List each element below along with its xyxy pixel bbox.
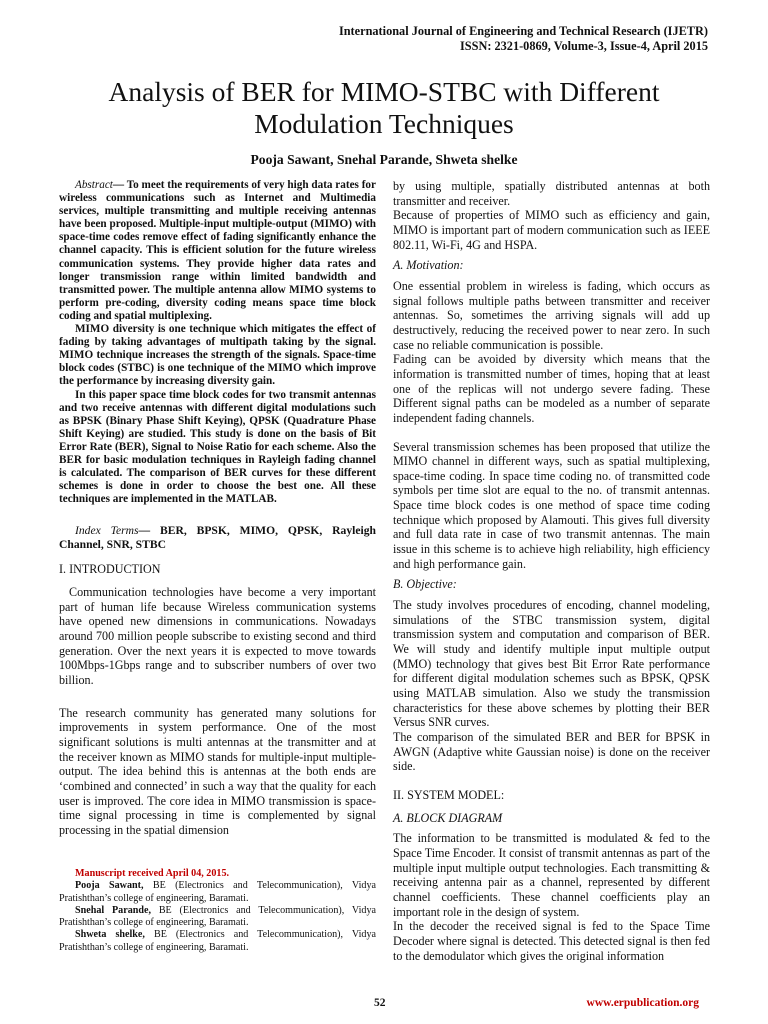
abstract-paragraph-1 xyxy=(59,179,376,323)
footnote xyxy=(59,868,376,954)
page-number: 52 xyxy=(374,997,386,1009)
intro-paragraph-2: The research community has generated many solutions for improvements in system performance. One of the most significant solutions is multi antennas at the transmitter and at the receiver known as MIMO stands for multiple-input multiple-output. The idea behind this is antennas at the both ends are ‘combined and connected’ in such a way that the quality for each user is improved. The core idea in MIMO transmission is space-time signal processing in time is complemented by signal processing in the spatial dimension xyxy=(59,705,376,837)
affiliation-name-2: Snehal Parande, xyxy=(75,904,151,916)
author-affiliation-2 xyxy=(59,905,376,930)
affiliation-text-3: BE (Electronics and Telecommunication), Vidya Pratishthan’s college of engineering, Baramati. xyxy=(59,929,376,953)
block-diagram-paragraph-2: In the decoder the received signal is fed to the Space Time Decoder where signal is detected. This detected signal is then fed to the demodulator which gives the original information xyxy=(393,919,710,963)
objective-paragraph-2: The comparison of the simulated BER and BER for BPSK in AWGN (Adaptive white Gaussian noise) is done on the receiver side. xyxy=(393,729,710,774)
motivation-paragraph-3: Several transmission schemes has been proposed that utilize the MIMO channel in different ways, such as spatial multiplexing, space-time coding. In space time coding no. of transmitted code symbols per time slot are equal to the no. of transmit antennas. Space time block codes is one method of space time coding technique which proposed by Alamouti. This gives full diversity and full data rate in case of two transmit antennas. The main issue in this scheme is to achieve high reliability, high efficiency and high performance gain. xyxy=(393,439,710,571)
journal-header xyxy=(339,24,708,54)
affiliation-name-1: Pooja Sawant, xyxy=(75,880,144,892)
journal-name: International Journal of Engineering and Technical Research (IJETR) xyxy=(338,24,708,38)
subsection-motivation: A. Motivation: xyxy=(393,258,464,273)
author-affiliation-1 xyxy=(59,880,376,905)
title-line-2: Modulation Techniques xyxy=(254,108,514,139)
right-column xyxy=(393,179,710,963)
index-terms-text: — BER, BPSK, MIMO, QPSK, Rayleigh Channel, SNR, STBC xyxy=(59,524,376,552)
journal-issn: ISSN: 2321-0869, Volume-3, Issue-4, April 2015 xyxy=(459,39,708,53)
right-paragraph-2: Because of properties of MIMO such as efficiency and gain, MIMO is important part of modern communication such as IEEE 802.11, Wi-Fi, 4G and HSPA. xyxy=(393,208,710,252)
subsection-block-diagram: A. BLOCK DIAGRAM xyxy=(393,810,503,825)
abstract xyxy=(59,179,376,506)
subsection-objective: B. Objective: xyxy=(393,577,457,592)
motivation-paragraph-1: One essential problem in wireless is fading, which occurs as signal follows multiple paths between transmitter and receiver antennas. So, sometimes the arriving signals will add up destructively, reducing the received power to near zero. In such case no reliable communication is possible. xyxy=(393,278,710,352)
motivation-paragraph-2: Fading can be avoided by diversity which means that the information is transmitted number of times, hoping that at least one of the replicas will not undergo severe fading. These Different signal paths can be modeled as a number of separate independent fading channels. xyxy=(393,352,710,425)
right-paragraph-1: by using multiple, spatially distributed antennas at both transmitter and receiver. xyxy=(393,179,710,208)
affiliation-text-2: BE (Electronics and Telecommunication), Vidya Pratishthan’s college of engineering, Baramati. xyxy=(59,904,376,929)
paper-title xyxy=(40,76,728,140)
abstract-text-1: — To meet the requirements of very high data rates for wireless communications such as Internet and Multimedia services, multiple transmitting and multiple receiving antennas have been proposed. Multiple-input multiple-output (MIMO) with space-time codes remove effect of fading significantly enhance the channel capacity. This is efficient solution for the future wireless communication systems. They provide higher data rates and longer transmission range within limited bandwidth and transmitted power. The multiple antenna allow MIMO systems to perform pre-coding, diversity coding means space time block coding and spatial multiplexing. xyxy=(59,179,376,322)
section-1-heading: I. INTRODUCTION xyxy=(59,562,161,577)
abstract-label: Abstract xyxy=(75,179,113,191)
intro-paragraph-1: Communication technologies have become a very important part of human life because Wireless communication systems have opened new dimensions in communications. Nowadays around 700 million people subscribe to existing second and third generation. Over the next years it is expected to move towards 100Mbps-1Gbps range and to subscriber numbers of over two billion. xyxy=(59,585,376,687)
block-diagram-paragraph-1: The information to be transmitted is modulated & fed to the Space Time Encoder. It consist of transmit antennas as part of the multiple input multiple output technologies. Each transmitting & receiving antenna pair as a channel, represented by different channel coefficients. These channel coefficients play an important role in the design of system. xyxy=(393,831,710,919)
abstract-paragraph-3: In this paper space time block codes for two transmit antennas and two receive antennas with different digital modulations such as BPSK (Binary Phase Shift Keying), QPSK (Quadrature Phase Shift Keying) are studied. This study is done on the basis of Bit Error Rate (BER), Signal to Noise Ratio for each scheme. Also the BER for basic modulation techniques in Rayleigh fading channel is calculated. The comparison of BER curves for these different schemes is done in order to choose the best one. All these techniques are implemented in the MATLAB. xyxy=(59,388,376,506)
manuscript-received: Manuscript received April 04, 2015. xyxy=(75,868,230,879)
section-2-heading: II. SYSTEM MODEL: xyxy=(393,787,505,802)
index-terms-label: Index Terms xyxy=(75,524,139,538)
index-terms xyxy=(59,524,376,552)
abstract-paragraph-2: MIMO diversity is one technique which mitigates the effect of fading by taking advantages of multipath taking by the signal. MIMO technique increases the strength of the signals. Space-time block codes (STBC) is one technique of the MIMO which improve the performance by increasing diversity gain. xyxy=(59,323,376,388)
affiliation-text-1: BE (Electronics and Telecommunication), Vidya Pratishthan’s college of engineering, Baramati. xyxy=(59,880,376,904)
affiliation-name-3: Shweta shelke, xyxy=(75,929,145,941)
left-column xyxy=(59,179,376,838)
title-line-1: Analysis of BER for MIMO-STBC with Different xyxy=(108,76,660,107)
author-list: Pooja Sawant, Snehal Parande, Shweta shelke xyxy=(250,152,518,167)
objective-paragraph-1: The study involves procedures of encoding, channel modeling, simulations of the STBC transmission system, digital transmission system and computation and comparison of BER. We will study and identify multiple input multiple output (MMO) technology that gives best Bit Error Rate performance for different digital modulation schemes such as BPSK, QPSK using MATLAB simulation. Also we study the transmission characteristics for these above schemes by plotting their BER Versus SNR curves. xyxy=(393,598,710,730)
website-link[interactable]: www.erpublication.org xyxy=(586,997,699,1009)
author-affiliation-3 xyxy=(59,929,376,954)
